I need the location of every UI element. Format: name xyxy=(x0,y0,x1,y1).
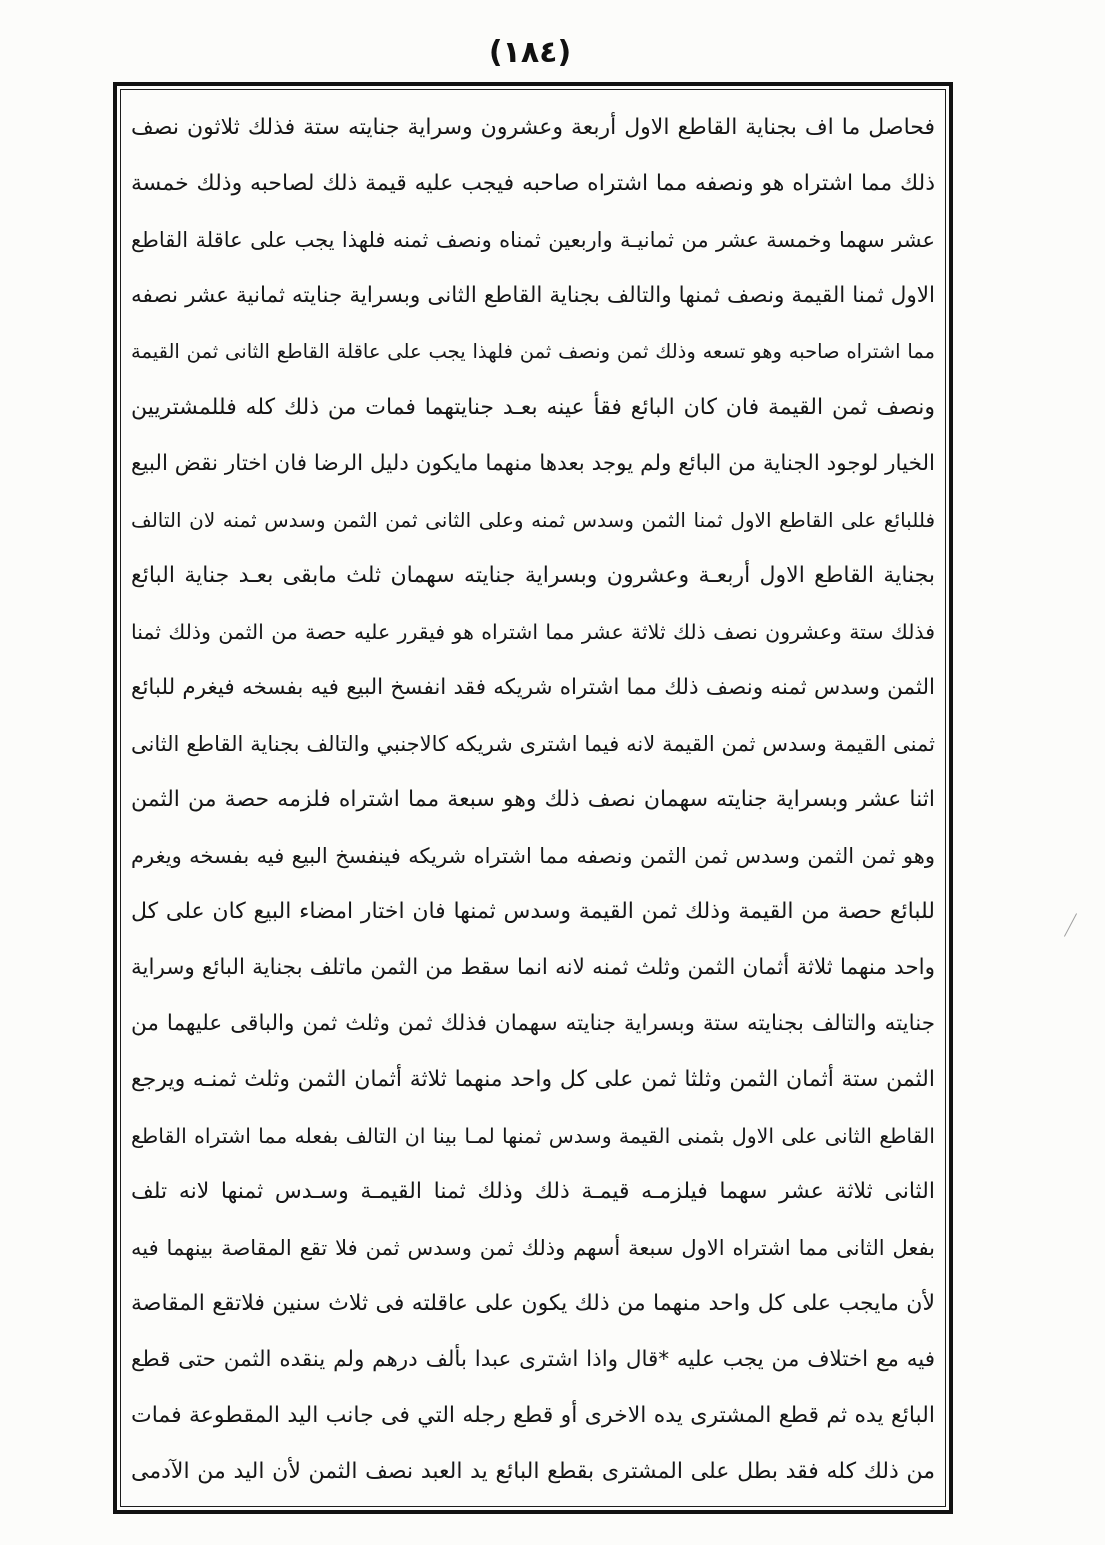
text-line: واحد منهما ثلاثة أثمان الثمن وثلث ثمنه لانه انما سقط من الثمن ماتلف بجناية البائع وسراية xyxy=(131,955,935,980)
text-line: اثنا عشر وبسراية جنايته سهمان نصف ذلك وهو سبعة مما اشتراه فلزمه حصة من الثمن xyxy=(131,787,935,812)
text-line: فللبائع على القاطع الاول ثمنا الثمن وسدس ثمنه وعلى الثانى ثمن الثمن وسدس ثمنه لان التالف xyxy=(131,508,935,532)
text-line: للبائع حصة من القيمة وذلك ثمن القيمة وسدس ثمنها فان اختار امضاء البيع كان على كل xyxy=(131,899,935,924)
text-line: ذلك مما اشتراه هو ونصفه مما اشتراه صاحبه فيجب عليه قيمة ذلك لصاحبه وذلك خمسة xyxy=(131,171,935,196)
text-line: البائع يده ثم قطع المشترى يده الاخرى أو قطع رجله التي فى جانب اليد المقطوعة فمات xyxy=(131,1403,935,1428)
text-line: مما اشتراه صاحبه وهو تسعه وذلك ثمن ونصف ثمن فلهذا يجب على عاقلة القاطع الثانى ثمن القيمة xyxy=(131,340,935,363)
text-line: ثمنى القيمة وسدس ثمن القيمة لانه فيما اشترى شريكه كالاجنبي والتالف بجناية القاطع الثانى xyxy=(131,732,935,756)
text-line: بجناية القاطع الاول أربعـة وعشرون وبسراية جنايته سهمان ثلث مابقى بعـد جناية البائع xyxy=(131,563,935,588)
text-line: بفعل الثانى مما اشتراه الاول سبعة أسهم وذلك ثمن وسدس ثمن فلا تقع المقاصة بينهما فيه xyxy=(131,1236,935,1260)
page-number: (١٨٤) xyxy=(488,35,572,70)
text-line: فحاصل ما اف بجناية القاطع الاول أربعة وعشرون وسراية جنايته ستة فذلك ثلاثون نصف xyxy=(131,115,935,140)
text-line: الثمن ستة أثمان الثمن وثلثا ثمن على كل واحد منهما ثلاثة أثمان الثمن وثلث ثمنـه ويرجع xyxy=(131,1067,935,1092)
text-line: فيه مع اختلاف من يجب عليه *قال واذا اشترى عبدا بألف درهم ولم ينقده الثمن حتى قطع xyxy=(131,1347,935,1372)
text-line: القاطع الثانى على الاول بثمنى القيمة وسدس ثمنها لمـا بينا ان التالف بفعله مما اشتراه القاطع xyxy=(131,1124,935,1148)
text-line: الثمن وسدس ثمنه ونصف ذلك مما اشتراه شريكه فقد انفسخ البيع فيه بفسخه فيغرم للبائع xyxy=(131,675,935,700)
text-line: لأن مايجب على كل واحد منهما من ذلك يكون على عاقلته فى ثلاث سنين فلاتقع المقاصة xyxy=(131,1291,935,1316)
text-line: من ذلك كله فقد بطل على المشترى بقطع البائع يد العبد نصف الثمن لأن اليد من الآدمى xyxy=(131,1459,935,1484)
text-line: الثانى ثلاثة عشر سهما فيلزمـه قيمـة ذلك وذلك ثمنا القيمـة وسـدس ثمنها لانه تلف xyxy=(131,1179,935,1204)
text-line: عشر سهما وخمسة عشر من ثمانيـة واربعين ثمناه ونصف ثمنه فلهذا يجب على عاقلة القاطع xyxy=(131,228,935,252)
text-line: الخيار لوجود الجناية من البائع ولم يوجد بعدها منهما مايكون دليل الرضا فان اختار نقض البيع xyxy=(131,451,935,476)
text-line: فذلك ستة وعشرون نصف ذلك ثلاثة عشر مما اشتراه هو فيقرر عليه حصة من الثمن وذلك ثمنا xyxy=(131,620,935,644)
page-frame-outer-border xyxy=(113,82,953,1514)
page-frame-inner-border xyxy=(120,89,946,1507)
body-text xyxy=(131,100,935,1500)
text-line: ونصف ثمن القيمة فان كان البائع فقأ عينه بعـد جنايتهما فمات من ذلك كله فللمشتريين xyxy=(131,395,935,420)
text-line: جنايته والتالف بجنايته ستة وبسراية جنايته سهمان فذلك ثمن وثلث ثمن والباقى عليهما من xyxy=(131,1011,935,1036)
text-line: الاول ثمنا القيمة ونصف ثمنها والتالف بجناية القاطع الثانى وبسراية جنايته ثمانية عشر نصفه xyxy=(131,283,935,308)
scan-mark xyxy=(1064,913,1077,936)
text-line: وهو ثمن الثمن وسدس ثمن الثمن ونصفه مما اشتراه شريكه فينفسخ البيع فيه بفسخه ويغرم xyxy=(131,844,935,868)
